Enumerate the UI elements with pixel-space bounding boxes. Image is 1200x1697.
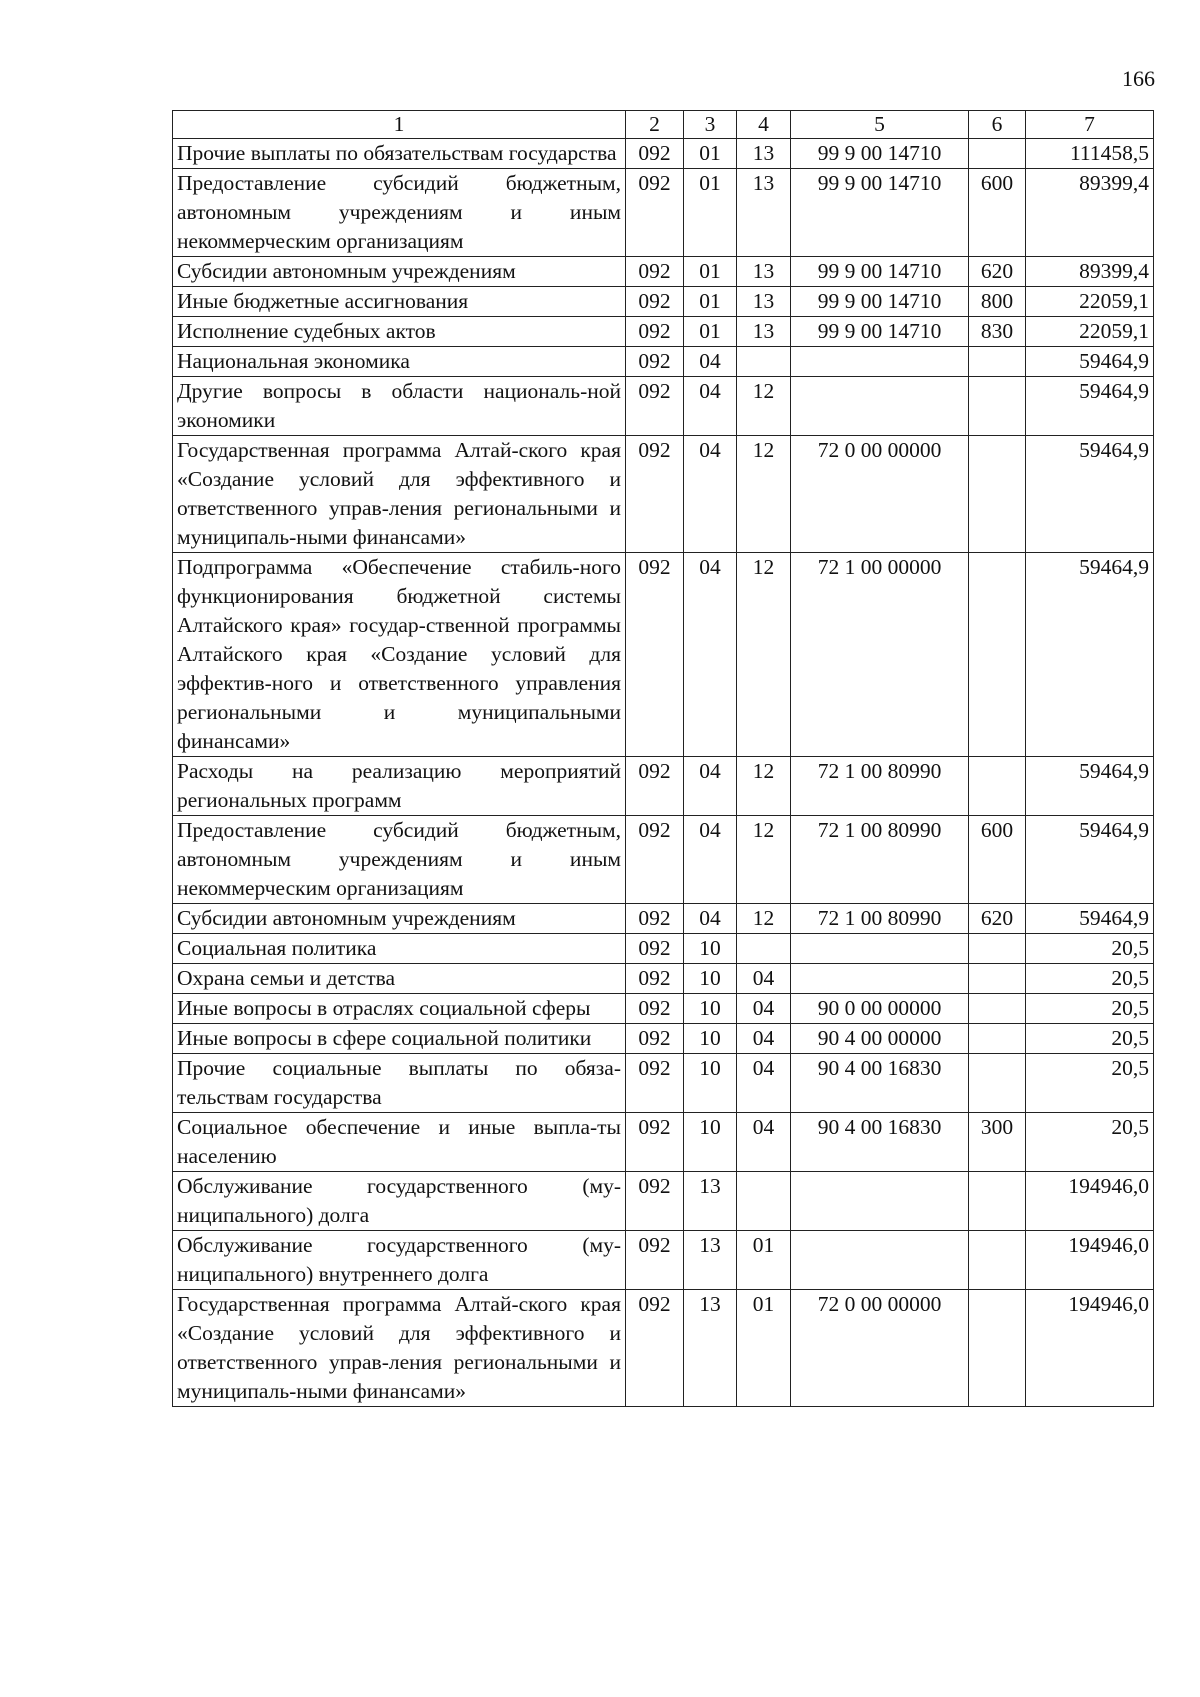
- admin-code-cell: 092: [626, 317, 684, 347]
- expense-type-cell: [969, 964, 1026, 994]
- section-code-cell: 04: [684, 553, 737, 757]
- budget-table: [172, 110, 1154, 1407]
- amount-cell: 59464,9: [1026, 553, 1154, 757]
- section-code-cell: 04: [684, 347, 737, 377]
- subsection-code-cell: [737, 934, 791, 964]
- target-article-cell: 99 9 00 14710: [791, 139, 969, 169]
- admin-code-cell: 092: [626, 1054, 684, 1113]
- row-name-cell: Государственная программа Алтай-ского края «Создание условий для эффективного и ответственного управ-ления региональными и муниципаль-ными финансами»: [173, 1290, 626, 1407]
- table-row: [173, 994, 1154, 1024]
- table-row: [173, 1024, 1154, 1054]
- target-article-cell: 72 1 00 80990: [791, 904, 969, 934]
- row-name-cell: Социальная политика: [173, 934, 626, 964]
- column-header: 6: [969, 111, 1026, 139]
- amount-cell: 194946,0: [1026, 1290, 1154, 1407]
- subsection-code-cell: 04: [737, 964, 791, 994]
- target-article-cell: 72 1 00 00000: [791, 553, 969, 757]
- expense-type-cell: 600: [969, 816, 1026, 904]
- section-code-cell: 04: [684, 436, 737, 553]
- admin-code-cell: 092: [626, 169, 684, 257]
- subsection-code-cell: 13: [737, 287, 791, 317]
- table-row: [173, 964, 1154, 994]
- expense-type-cell: [969, 757, 1026, 816]
- target-article-cell: 99 9 00 14710: [791, 317, 969, 347]
- row-name-cell: Прочие выплаты по обязательствам государства: [173, 139, 626, 169]
- expense-type-cell: [969, 1231, 1026, 1290]
- table-row: [173, 139, 1154, 169]
- amount-cell: 22059,1: [1026, 317, 1154, 347]
- row-name-cell: Иные вопросы в сфере социальной политики: [173, 1024, 626, 1054]
- column-header: 4: [737, 111, 791, 139]
- subsection-code-cell: 12: [737, 816, 791, 904]
- admin-code-cell: 092: [626, 257, 684, 287]
- amount-cell: 194946,0: [1026, 1172, 1154, 1231]
- table-row: [173, 1231, 1154, 1290]
- row-name-cell: Национальная экономика: [173, 347, 626, 377]
- section-code-cell: 10: [684, 1113, 737, 1172]
- row-name-cell: Иные вопросы в отраслях социальной сферы: [173, 994, 626, 1024]
- target-article-cell: 99 9 00 14710: [791, 169, 969, 257]
- amount-cell: 20,5: [1026, 1113, 1154, 1172]
- expense-type-cell: [969, 1290, 1026, 1407]
- table-row: [173, 757, 1154, 816]
- table-row: [173, 553, 1154, 757]
- expense-type-cell: 620: [969, 257, 1026, 287]
- target-article-cell: [791, 1231, 969, 1290]
- subsection-code-cell: [737, 1172, 791, 1231]
- target-article-cell: 72 0 00 00000: [791, 436, 969, 553]
- expense-type-cell: 300: [969, 1113, 1026, 1172]
- expense-type-cell: [969, 436, 1026, 553]
- row-name-cell: Субсидии автономным учреждениям: [173, 904, 626, 934]
- amount-cell: 20,5: [1026, 1024, 1154, 1054]
- section-code-cell: 10: [684, 1054, 737, 1113]
- subsection-code-cell: 04: [737, 1113, 791, 1172]
- column-header: 5: [791, 111, 969, 139]
- amount-cell: 194946,0: [1026, 1231, 1154, 1290]
- target-article-cell: [791, 964, 969, 994]
- table-row: [173, 377, 1154, 436]
- table-row: [173, 347, 1154, 377]
- target-article-cell: [791, 377, 969, 436]
- expense-type-cell: 800: [969, 287, 1026, 317]
- subsection-code-cell: 12: [737, 377, 791, 436]
- row-name-cell: Субсидии автономным учреждениям: [173, 257, 626, 287]
- subsection-code-cell: 04: [737, 1054, 791, 1113]
- expense-type-cell: [969, 139, 1026, 169]
- amount-cell: 20,5: [1026, 964, 1154, 994]
- amount-cell: 20,5: [1026, 934, 1154, 964]
- expense-type-cell: [969, 347, 1026, 377]
- admin-code-cell: 092: [626, 1024, 684, 1054]
- section-code-cell: 10: [684, 964, 737, 994]
- admin-code-cell: 092: [626, 1290, 684, 1407]
- expense-type-cell: [969, 553, 1026, 757]
- table-row: [173, 1054, 1154, 1113]
- target-article-cell: 90 4 00 00000: [791, 1024, 969, 1054]
- table-row: [173, 317, 1154, 347]
- row-name-cell: Расходы на реализацию мероприятий региональных программ: [173, 757, 626, 816]
- subsection-code-cell: 13: [737, 139, 791, 169]
- table-row: [173, 934, 1154, 964]
- admin-code-cell: 092: [626, 1113, 684, 1172]
- section-code-cell: 01: [684, 257, 737, 287]
- row-name-cell: Государственная программа Алтай-ского края «Создание условий для эффективного и ответственного управ-ления региональными и муниципаль-ными финансами»: [173, 436, 626, 553]
- target-article-cell: 99 9 00 14710: [791, 257, 969, 287]
- row-name-cell: Охрана семьи и детства: [173, 964, 626, 994]
- admin-code-cell: 092: [626, 436, 684, 553]
- row-name-cell: Другие вопросы в области националь-ной экономики: [173, 377, 626, 436]
- expense-type-cell: 600: [969, 169, 1026, 257]
- amount-cell: 111458,5: [1026, 139, 1154, 169]
- section-code-cell: 01: [684, 317, 737, 347]
- page-number: 166: [1122, 66, 1155, 91]
- table-row: [173, 904, 1154, 934]
- target-article-cell: [791, 347, 969, 377]
- section-code-cell: 01: [684, 287, 737, 317]
- section-code-cell: 04: [684, 377, 737, 436]
- row-name-cell: Исполнение судебных актов: [173, 317, 626, 347]
- section-code-cell: 01: [684, 139, 737, 169]
- expense-type-cell: [969, 377, 1026, 436]
- section-code-cell: 04: [684, 757, 737, 816]
- table-row: [173, 436, 1154, 553]
- subsection-code-cell: 04: [737, 994, 791, 1024]
- table-row: [173, 816, 1154, 904]
- column-header: 2: [626, 111, 684, 139]
- expense-type-cell: [969, 1024, 1026, 1054]
- column-header: 7: [1026, 111, 1154, 139]
- section-code-cell: 04: [684, 816, 737, 904]
- amount-cell: 59464,9: [1026, 377, 1154, 436]
- amount-cell: 59464,9: [1026, 347, 1154, 377]
- admin-code-cell: 092: [626, 904, 684, 934]
- table-row: [173, 257, 1154, 287]
- row-name-cell: Предоставление субсидий бюджетным, автономным учреждениям и иным некоммерческим организациям: [173, 169, 626, 257]
- admin-code-cell: 092: [626, 994, 684, 1024]
- column-header: 3: [684, 111, 737, 139]
- amount-cell: 59464,9: [1026, 816, 1154, 904]
- section-code-cell: 04: [684, 904, 737, 934]
- section-code-cell: 10: [684, 934, 737, 964]
- amount-cell: 59464,9: [1026, 904, 1154, 934]
- admin-code-cell: 092: [626, 553, 684, 757]
- row-name-cell: Обслуживание государственного (му-ниципального) долга: [173, 1172, 626, 1231]
- amount-cell: 20,5: [1026, 1054, 1154, 1113]
- section-code-cell: 01: [684, 169, 737, 257]
- target-article-cell: 90 4 00 16830: [791, 1113, 969, 1172]
- row-name-cell: Предоставление субсидий бюджетным, автономным учреждениям и иным некоммерческим организациям: [173, 816, 626, 904]
- subsection-code-cell: 12: [737, 436, 791, 553]
- row-name-cell: Социальное обеспечение и иные выпла-ты населению: [173, 1113, 626, 1172]
- admin-code-cell: 092: [626, 377, 684, 436]
- subsection-code-cell: 01: [737, 1231, 791, 1290]
- amount-cell: 22059,1: [1026, 287, 1154, 317]
- amount-cell: 89399,4: [1026, 257, 1154, 287]
- row-name-cell: Подпрограмма «Обеспечение стабиль-ного функционирования бюджетной системы Алтайского края» государ-ственной программы Алтайского края «Создание условий для эффектив-ного и ответственного управления региональными и муниципальными финансами»: [173, 553, 626, 757]
- target-article-cell: [791, 1172, 969, 1231]
- row-name-cell: Прочие социальные выплаты по обяза-тельствам государства: [173, 1054, 626, 1113]
- table-row: [173, 1290, 1154, 1407]
- admin-code-cell: 092: [626, 757, 684, 816]
- subsection-code-cell: 13: [737, 257, 791, 287]
- expense-type-cell: [969, 934, 1026, 964]
- section-code-cell: 10: [684, 994, 737, 1024]
- column-header: 1: [173, 111, 626, 139]
- admin-code-cell: 092: [626, 347, 684, 377]
- subsection-code-cell: 12: [737, 904, 791, 934]
- subsection-code-cell: 12: [737, 757, 791, 816]
- target-article-cell: 90 4 00 16830: [791, 1054, 969, 1113]
- table-row: [173, 169, 1154, 257]
- section-code-cell: 13: [684, 1290, 737, 1407]
- expense-type-cell: 830: [969, 317, 1026, 347]
- section-code-cell: 13: [684, 1172, 737, 1231]
- subsection-code-cell: 13: [737, 169, 791, 257]
- admin-code-cell: 092: [626, 1231, 684, 1290]
- table-header-row: [173, 111, 1154, 139]
- admin-code-cell: 092: [626, 1172, 684, 1231]
- target-article-cell: 72 0 00 00000: [791, 1290, 969, 1407]
- admin-code-cell: 092: [626, 964, 684, 994]
- subsection-code-cell: 04: [737, 1024, 791, 1054]
- expense-type-cell: [969, 994, 1026, 1024]
- section-code-cell: 10: [684, 1024, 737, 1054]
- amount-cell: 59464,9: [1026, 757, 1154, 816]
- expense-type-cell: 620: [969, 904, 1026, 934]
- table-row: [173, 1172, 1154, 1231]
- admin-code-cell: 092: [626, 816, 684, 904]
- admin-code-cell: 092: [626, 139, 684, 169]
- target-article-cell: 72 1 00 80990: [791, 816, 969, 904]
- subsection-code-cell: 12: [737, 553, 791, 757]
- target-article-cell: 90 0 00 00000: [791, 994, 969, 1024]
- amount-cell: 59464,9: [1026, 436, 1154, 553]
- row-name-cell: Обслуживание государственного (му-ниципального) внутреннего долга: [173, 1231, 626, 1290]
- table-row: [173, 1113, 1154, 1172]
- row-name-cell: Иные бюджетные ассигнования: [173, 287, 626, 317]
- admin-code-cell: 092: [626, 934, 684, 964]
- table-row: [173, 287, 1154, 317]
- section-code-cell: 13: [684, 1231, 737, 1290]
- subsection-code-cell: 01: [737, 1290, 791, 1407]
- amount-cell: 89399,4: [1026, 169, 1154, 257]
- subsection-code-cell: [737, 347, 791, 377]
- target-article-cell: 99 9 00 14710: [791, 287, 969, 317]
- expense-type-cell: [969, 1054, 1026, 1113]
- amount-cell: 20,5: [1026, 994, 1154, 1024]
- expense-type-cell: [969, 1172, 1026, 1231]
- target-article-cell: [791, 934, 969, 964]
- subsection-code-cell: 13: [737, 317, 791, 347]
- admin-code-cell: 092: [626, 287, 684, 317]
- target-article-cell: 72 1 00 80990: [791, 757, 969, 816]
